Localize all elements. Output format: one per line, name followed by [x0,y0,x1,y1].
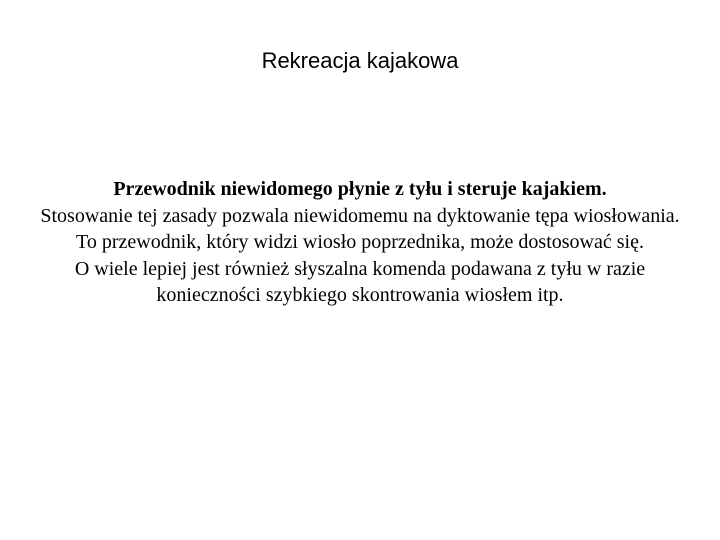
slide-title: Rekreacja kajakowa [261,48,459,73]
paragraph-guide-adjusts: To przewodnik, który widzi wiosło poprzednika, może dostosować się. [76,231,644,253]
paragraph-rowing-pace: Stosowanie tej zasady pozwala niewidomemu na dyktowanie tępa wiosłowania. [40,204,680,227]
paragraph-guide-position: Przewodnik niewidomego płynie z tyłu i steruje kajakiem. [113,178,607,200]
slide-body [30,176,690,309]
paragraph-audible-command: O wiele lepiej jest również słyszalna komenda podawana z tyłu w razie konieczności szybkiego skontrowania wiosłem itp. [74,257,646,306]
